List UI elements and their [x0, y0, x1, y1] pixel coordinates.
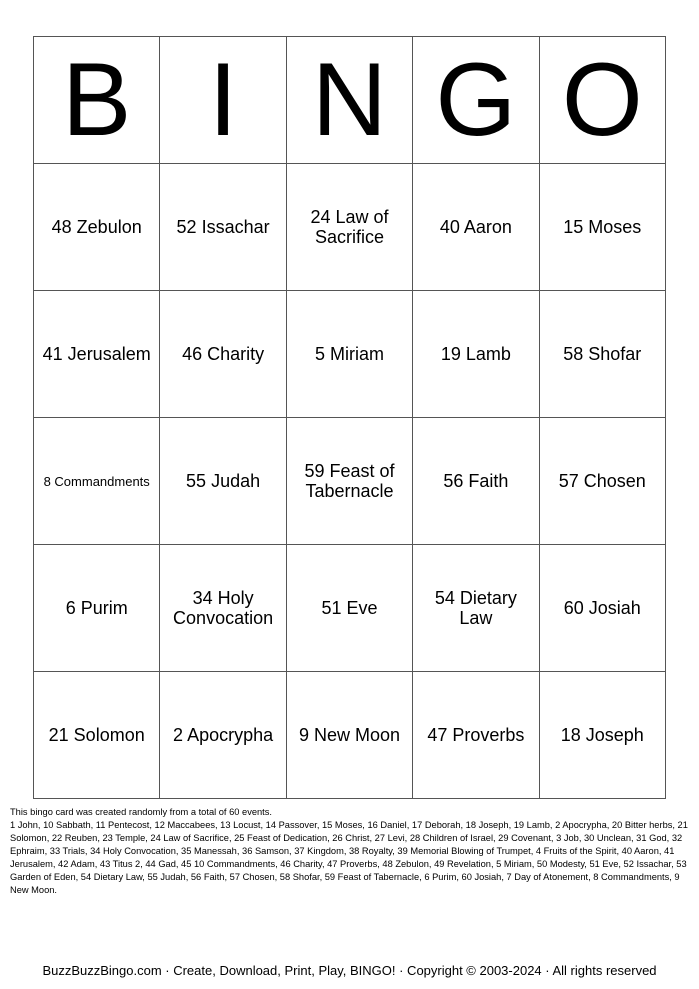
bingo-row-3 — [34, 418, 666, 545]
bingo-cell: 58 Shofar — [539, 291, 665, 418]
bingo-cell: 60 Josiah — [539, 545, 665, 672]
header-letter-n: N — [286, 37, 412, 164]
bingo-cell: 47 Proverbs — [413, 672, 539, 799]
bingo-cell: 48 Zebulon — [34, 164, 160, 291]
bingo-cell: 18 Joseph — [539, 672, 665, 799]
bingo-card — [33, 36, 666, 799]
bingo-cell: 51 Eve — [286, 545, 412, 672]
notes-event-list: 1 John, 10 Sabbath, 11 Pentecost, 12 Maccabees, 13 Locust, 14 Passover, 15 Moses, 16 Daniel, 17 Deborah, 18 Joseph, 19 Lamb, 2 Apocrypha, 20 Bitter herbs, 21 Solomon, 22 Reuben, 23 Temple, 24 Law of Sacrifice, 25 Feast of Dedication, 26 Christ, 27 Levi, 28 Children of Israel, 29 Covenant, 3 Job, 30 Unclean, 31 God, 32 Ephraim, 33 Trials, 34 Holy Convocation, 35 Manessah, 36 Samson, 37 Kingdom, 38 Royalty, 39 Memorial Blowing of Trumpet, 4 Fruits of the Spirit, 40 Aaron, 41 Jerusalem, 42 Adam, 43 Titus 2, 44 Gad, 45 10 Commandments, 46 Charity, 47 Proverbs, 48 Zebulon, 49 Revelation, 5 Miriam, 50 Modesty, 51 Eve, 52 Issachar, 53 Garden of Eden, 54 Dietary Law, 55 Judah, 56 Faith, 57 Chosen, 58 Shofar, 59 Feast of Tabernacle, 6 Purim, 60 Josiah, 7 Day of Atonement, 8 Commandments, 9 New Moon. — [10, 820, 688, 895]
bingo-cell: 52 Issachar — [160, 164, 286, 291]
bingo-cell: 40 Aaron — [413, 164, 539, 291]
card-notes — [10, 806, 690, 897]
bingo-row-4 — [34, 545, 666, 672]
bingo-cell: 19 Lamb — [413, 291, 539, 418]
header-letter-i: I — [160, 37, 286, 164]
bingo-header-row — [34, 37, 666, 164]
bingo-cell: 54 Dietary Law — [413, 545, 539, 672]
bingo-cell: 46 Charity — [160, 291, 286, 418]
header-letter-o: O — [539, 37, 665, 164]
bingo-cell: 34 Holy Convocation — [160, 545, 286, 672]
bingo-cell: 21 Solomon — [34, 672, 160, 799]
notes-intro: This bingo card was created randomly from a total of 60 events. — [10, 807, 272, 817]
bingo-row-1 — [34, 164, 666, 291]
page-footer: BuzzBuzzBingo.com · Create, Download, Print, Play, BINGO! · Copyright © 2003-2024 · All rights reserved — [42, 963, 657, 978]
bingo-cell: 5 Miriam — [286, 291, 412, 418]
bingo-cell: 15 Moses — [539, 164, 665, 291]
header-letter-g: G — [413, 37, 539, 164]
bingo-cell: 59 Feast of Tabernacle — [286, 418, 412, 545]
bingo-cell: 56 Faith — [413, 418, 539, 545]
bingo-row-5 — [34, 672, 666, 799]
bingo-cell: 57 Chosen — [539, 418, 665, 545]
bingo-row-2 — [34, 291, 666, 418]
bingo-cell: 55 Judah — [160, 418, 286, 545]
bingo-cell: 24 Law of Sacrifice — [286, 164, 412, 291]
bingo-cell: 9 New Moon — [286, 672, 412, 799]
bingo-cell: 8 Commandments — [34, 418, 160, 545]
bingo-cell: 6 Purim — [34, 545, 160, 672]
header-letter-b: B — [34, 37, 160, 164]
bingo-cell: 2 Apocrypha — [160, 672, 286, 799]
bingo-cell: 41 Jerusalem — [34, 291, 160, 418]
